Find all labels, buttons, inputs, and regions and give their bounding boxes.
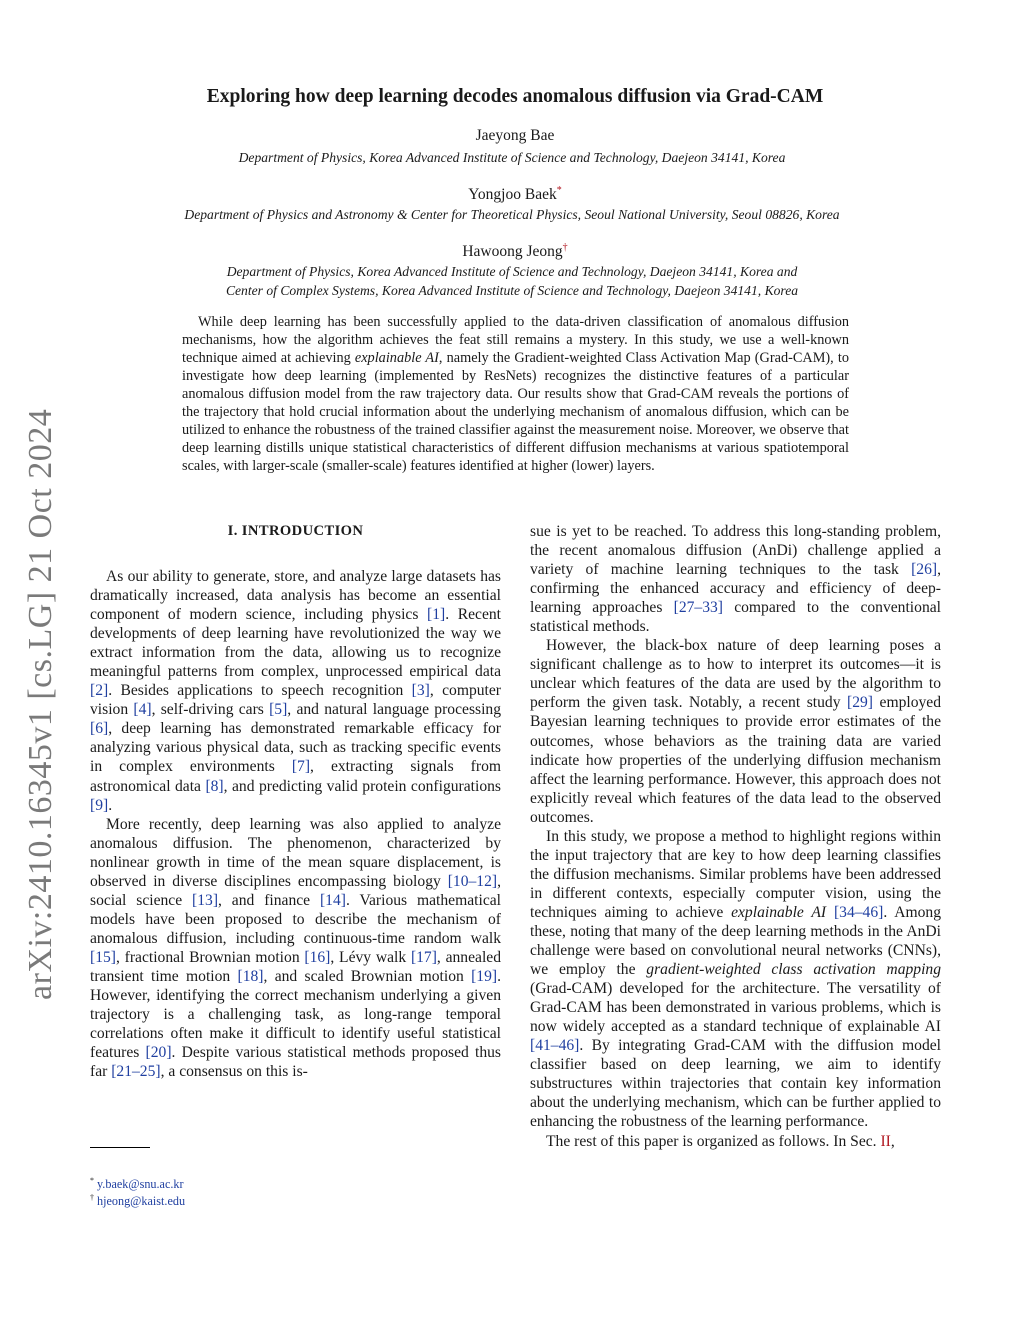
citation-link[interactable]: [7]: [291, 758, 311, 776]
author-footnote-mark[interactable]: †: [562, 242, 568, 253]
paragraph: In this study, we propose a method to highlight regions within the input trajectory that are key to how deep learning classifies the diffusion mechanisms. Similar problems have been addressed in different contexts, especially computer vision, using the techniques aiming to achieve explainable AI [34–46]. Among these, noting that many of the deep learning methods in the AnDi challenge were based on convolutional neural networks (CNNs), we employ the gradient-weighted class activation mapping (Grad-CAM) developed for the architecture. The versatility of Grad-CAM has been demonstrated in various problems, which is now widely accepted as a standard technique of explainable AI [41–46]. By integrating Grad-CAM with the diffusion model classifier based on deep learning, we aim to identify substructures within trajectories that contain key information about the underlying mechanism, which can be further applied to enhancing the robustness of the learning performance.: [530, 827, 942, 1131]
citation-link[interactable]: [1]: [427, 606, 446, 624]
footnote-1: [90, 1176, 184, 1192]
arxiv-identifier-stamp: arXiv:2410.16345v1 [cs.LG] 21 Oct 2024: [22, 408, 59, 1000]
paragraph: More recently, deep learning was also applied to analyze anomalous diffusion. The phenomenon, characterized by nonlinear growth in time of the mean square displacement, is observed in diverse disciplines encompassing biology [10–12], social science [13], and finance [14]. Various mathematical models have been proposed to describe the mechanism of anomalous diffusion, including continuous-time random walk [15], fractional Brownian motion [16], Lévy walk [17], annealed transient time motion [18], and scaled Brownian motion [19]. However, identifying the correct mechanism underlying a given trajectory is a challenging task, as long-range temporal correlations often make it difficult to identify useful statistical features [20]. Despite various statistical methods proposed thus far [21–25], a consensus on this is-: [90, 815, 502, 1081]
affiliation-3: [40, 262, 984, 300]
citation-link[interactable]: [21–25]: [111, 1063, 161, 1081]
author-name: Hawoong Jeong: [462, 243, 563, 261]
author-footnote-mark[interactable]: *: [556, 185, 562, 196]
citation-link[interactable]: [14]: [319, 891, 346, 909]
citation-link[interactable]: [18]: [237, 967, 264, 985]
citation-link[interactable]: [26]: [911, 561, 938, 579]
citation-link[interactable]: [29]: [847, 694, 873, 712]
left-column: [90, 522, 501, 1081]
citation-link[interactable]: [19]: [471, 967, 498, 985]
citation-link[interactable]: [4]: [133, 701, 152, 719]
paragraph: sue is yet to be reached. To address this long-standing problem, the recent anomalous diffusion (AnDi) challenge applied a variety of machine learning techniques to the task [26], confirming the enhanced accuracy and efficiency of deep-learning approaches [27–33] compared to the conventional statistical methods.: [530, 523, 941, 636]
author-name: Yongjoo Baek: [468, 186, 557, 204]
affiliation-3-line-2: Center of Complex Systems, Korea Advanced Institute of Science and Technology, Daejeon 34141, Korea: [225, 283, 799, 298]
citation-link[interactable]: [6]: [90, 720, 109, 738]
citation-link[interactable]: [27–33]: [673, 599, 723, 617]
citation-link[interactable]: [20]: [145, 1044, 172, 1062]
citation-link[interactable]: [16]: [304, 948, 331, 966]
section-heading-introduction: I. INTRODUCTION: [227, 523, 364, 539]
section-reference-link[interactable]: II: [880, 1132, 891, 1150]
citation-link[interactable]: [10–12]: [447, 872, 498, 890]
abstract: While deep learning has been successfully applied to the data-driven classification of anomalous diffusion mechanisms, how the algorithm achieves the feat still remains a mystery. In this study, we use a well-known technique aimed at achieving explainable AI, namely the Gradient-weighted Class Activation Map (Grad-CAM), to investigate how deep learning (implemented by ResNets) recognizes the distinctive features of a particular anomalous diffusion model from the raw trajectory data. Our results show that Grad-CAM reveals the portions of the trajectory that hold crucial information about the underlying mechanism of anomalous diffusion, which can be utilized to enhance the robustness of the trained classifier against the measurement noise. Moreover, we observe that deep learning distills unique statistical characteristics of different diffusion mechanisms at various spatiotemporal scales, with larger-scale (smaller-scale) features identified at higher (lower) layers.: [182, 314, 849, 474]
author-2: [90, 185, 940, 204]
author-1: [90, 127, 940, 145]
email-link[interactable]: y.baek@snu.ac.kr: [97, 1177, 184, 1192]
citation-link[interactable]: [3]: [411, 682, 430, 700]
footnote-mark: †: [90, 1193, 94, 1202]
citation-link[interactable]: [41–46]: [530, 1037, 580, 1055]
citation-link[interactable]: [13]: [192, 891, 219, 909]
email-link[interactable]: hjeong@kaist.edu: [97, 1194, 186, 1209]
citation-link[interactable]: [2]: [90, 682, 109, 700]
citation-link[interactable]: [5]: [269, 701, 288, 719]
citation-link[interactable]: [15]: [90, 948, 116, 966]
paragraph: As our ability to generate, store, and analyze large datasets has dramatically increased, data analysis has become an essential component of modern science, including physics [1]. Recent developments of deep learning have revolutionized the way we extract information from the data, allowing us to recognize meaningful patterns from complex, unprocessed empirical data [2]. Besides applications to speech recognition [3], computer vision [4], self-driving cars [5], and natural language processing [6], deep learning has demonstrated remarkable efficacy for analyzing various physical data, such as tracking specific events in complex environments [7], extracting signals from astronomical data [8], and predicting valid protein configurations [9].: [90, 568, 502, 814]
citation-link[interactable]: [17]: [410, 948, 437, 966]
paper-title: Exploring how deep learning decodes anomalous diffusion via Grad-CAM: [206, 86, 824, 107]
right-column: [530, 522, 941, 1151]
footnote-2: [90, 1193, 185, 1209]
affiliation-1: Department of Physics, Korea Advanced Institute of Science and Technology, Daejeon 34141, Korea: [238, 150, 786, 165]
author-3: [90, 242, 940, 261]
citation-link[interactable]: [9]: [90, 796, 109, 814]
author-name: Jaeyong Bae: [475, 127, 555, 144]
citation-link[interactable]: [8]: [205, 777, 224, 795]
paragraph: The rest of this paper is organized as follows. In Sec. II,: [546, 1132, 895, 1150]
citation-link[interactable]: [34–46]: [833, 903, 884, 921]
affiliation-3-line-1: Department of Physics, Korea Advanced Institute of Science and Technology, Daejeon 34141, Korea and: [226, 264, 798, 279]
footnote-mark: *: [90, 1176, 94, 1185]
footnote-divider: [90, 1147, 150, 1148]
paragraph: However, the black-box nature of deep learning poses a significant challenge as to how to interpret its outcomes—it is unclear which features of the data are used by the algorithm to perform the given task. Notably, a recent study [29] employed Bayesian learning techniques to provide error estimates of the outcomes, whose behaviors as the training data are varied indicate how properties of the underlying diffusion mechanism affect the learning performance. However, this approach does not explicitly reveal which features of the data lead to the observed outcomes.: [530, 637, 942, 826]
affiliation-2: Department of Physics and Astronomy & Center for Theoretical Physics, Seoul National University, Seoul 08826, Korea: [184, 207, 840, 222]
